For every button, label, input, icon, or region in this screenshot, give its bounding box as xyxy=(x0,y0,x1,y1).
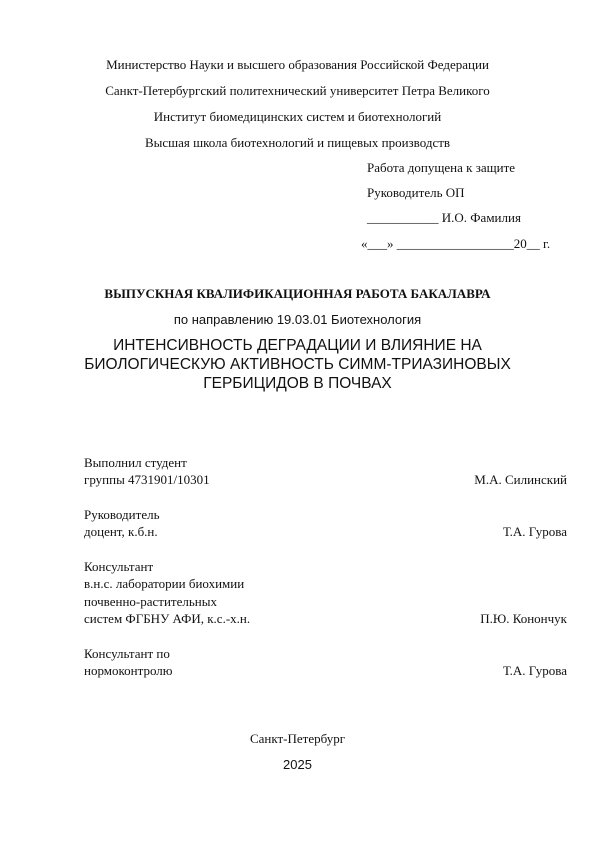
norm-consultant-role-line-1: Консультант по xyxy=(84,646,170,661)
date-line: «___» __________________20__ г. xyxy=(361,236,551,251)
student-name: М.А. Силинский xyxy=(474,472,567,487)
university-line: Санкт-Петербургский политехнический университет Петра Великого xyxy=(105,83,490,98)
consultant-role-line-1: Консультант xyxy=(84,559,154,574)
norm-consultant-name: Т.А. Гурова xyxy=(502,663,567,678)
work-type: ВЫПУСКНАЯ КВАЛИФИКАЦИОННАЯ РАБОТА БАКАЛАВРА xyxy=(104,286,491,301)
supervisor-name: Т.А. Гурова xyxy=(502,524,567,539)
year: 2025 xyxy=(283,757,312,772)
norm-consultant-role-line-2: нормоконтролю xyxy=(84,663,173,678)
supervisor-role-line-2: доцент, к.б.н. xyxy=(84,524,158,539)
ministry-line: Министерство Науки и высшего образования Российской Федерации xyxy=(106,57,489,72)
supervisor-role-line-1: Руководитель xyxy=(84,507,160,522)
school-line: Высшая школа биотехнологий и пищевых производств xyxy=(144,135,451,150)
program-head-line: Руководитель ОП xyxy=(367,185,465,200)
consultant-role-line-4: систем ФГБНУ АФИ, к.с.-х.н. xyxy=(84,611,251,626)
work-title-line-3: ГЕРБИЦИДОВ В ПОЧВАХ xyxy=(203,375,392,392)
student-role-line-2: группы 4731901/10301 xyxy=(84,472,210,487)
consultant-name: П.Ю. Конончук xyxy=(480,611,567,626)
signature-line: ___________ И.О. Фамилия xyxy=(367,210,521,225)
consultant-role-line-3: почвенно-растительных xyxy=(84,594,217,609)
work-direction: по направлению 19.03.01 Биотехнология xyxy=(173,312,422,327)
student-role-line-1: Выполнил студент xyxy=(84,455,187,470)
city: Санкт-Петербург xyxy=(249,731,346,746)
admitted-line: Работа допущена к защите xyxy=(367,160,516,175)
work-title-line-1: ИНТЕНСИВНОСТЬ ДЕГРАДАЦИИ И ВЛИЯНИЕ НА xyxy=(113,337,482,354)
institute-line: Институт биомедицинских систем и биотехнологий xyxy=(153,109,442,124)
consultant-role-line-2: в.н.с. лаборатории биохимии xyxy=(84,576,245,591)
work-title-line-2: БИОЛОГИЧЕСКУЮ АКТИВНОСТЬ СИММ-ТРИАЗИНОВЫХ xyxy=(84,356,511,373)
